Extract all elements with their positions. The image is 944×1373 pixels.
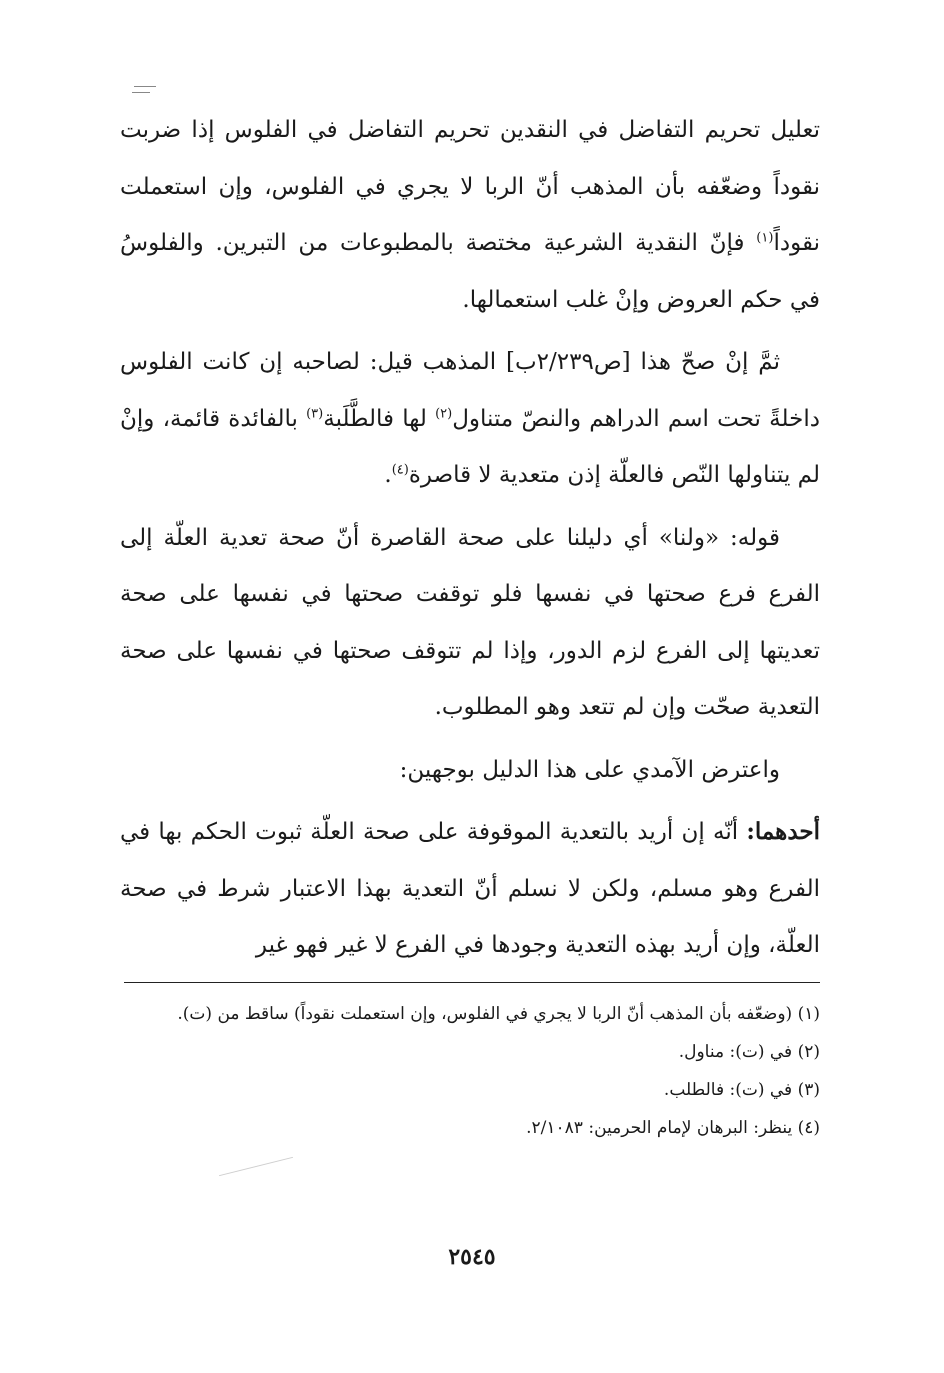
main-text-body	[120, 102, 820, 980]
text-run: أنّه إن أريد بالتعدية الموقوفة على صحة العلّة ثبوت الحكم بها في الفرع وهو مسلم، ولكن لا نسلم أنّ التعدية بهذا الاعتبار شرط في صحة العلّة، وإن أريد بهذه التعدية وجودها في الفرع لا غير فهو غير	[120, 819, 820, 958]
paragraph	[120, 510, 820, 736]
footnote-reference: (٣)	[306, 405, 324, 421]
page-number: ٢٥٤٥	[448, 1244, 496, 1270]
paragraph-lead-word: أحدهما:	[746, 818, 820, 845]
footnote-reference: (١)	[756, 230, 774, 246]
text-run: بالفائدة قائمة، وإنْ لم يتناولها النّص فالعلّة إذن متعدية لا قاصرة	[120, 405, 820, 488]
footnotes-section	[124, 996, 820, 1148]
footnote-divider	[124, 982, 820, 983]
footnote: (٤) ينظر: البرهان لإمام الحرمين: ٢/١٠٨٣.	[526, 1118, 820, 1138]
scan-mark	[219, 1157, 293, 1176]
corner-mark	[134, 86, 156, 87]
text-run: ثمَّ إنْ صحّ هذا [ص٢/٢٣٩ب] المذهب قيل: لصاحبه إن كانت الفلوس داخلةً تحت اسم الدراهم والنصّ متناول	[120, 349, 820, 432]
text-run: فإنّ النقدية الشرعية مختصة بالمطبوعات من التبرين. والفلوسُ في حكم العروض وإنْ غلب استعمالها.	[120, 230, 820, 313]
text-run: .	[384, 462, 392, 488]
paragraph	[120, 102, 820, 328]
footnote: (٢) في (ت): مناول.	[678, 1042, 820, 1062]
footnote: (٣) في (ت): فالطلب.	[663, 1080, 820, 1100]
text-run: لها فالطَّلَبة	[323, 405, 436, 432]
text-run: تعليل تحريم التفاضل في النقدين تحريم التفاضل في الفلوس إذا ضربت نقوداً وضعّفه بأن المذهب أنّ الربا لا يجري في الفلوس، وإن استعملت نقوداً	[120, 117, 820, 256]
footnote-reference: (٢)	[435, 405, 453, 421]
text-run: واعترض الآمدي على هذا الدليل بوجهين:	[399, 756, 780, 783]
paragraph	[120, 334, 820, 504]
footnote-reference: (٤)	[391, 462, 409, 478]
paragraph	[120, 804, 820, 974]
footnote: (١) (وضعّفه بأن المذهب أنّ الربا لا يجري في الفلوس، وإن استعملت نقوداً) ساقط من (ت).	[177, 1004, 820, 1024]
paragraph	[120, 742, 820, 799]
corner-mark	[132, 92, 150, 93]
text-run: قوله: «ولنا» أي دليلنا على صحة القاصرة أنّ صحة تعدية العلّة إلى الفرع فرع صحتها في نفسها فلو توقفت صحتها في نفسها على صحة تعديتها إلى الفرع لزم الدور، وإذا لم تتوقف صحتها في نفسها على صحة التعدية صحّت وإن لم تتعد وهو المطلوب.	[120, 524, 820, 720]
